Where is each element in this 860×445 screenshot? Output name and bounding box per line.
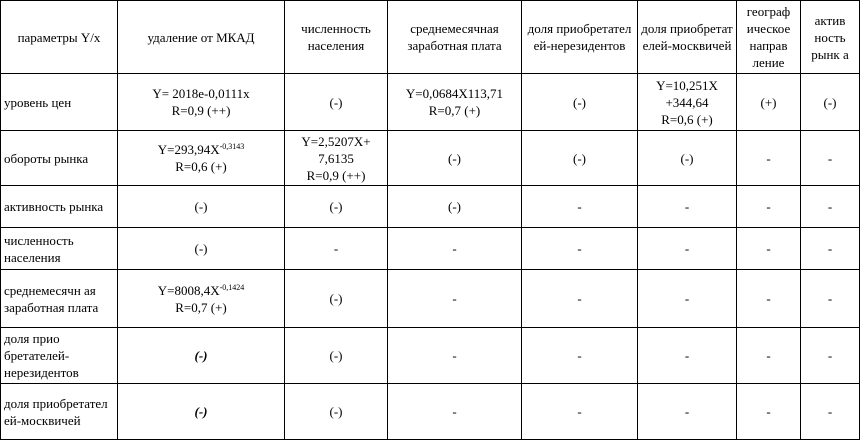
table-cell: (-) [801,74,860,131]
header-col-muscovites: доля приобретат елей-москвичей [638,1,737,74]
table-cell: - [638,228,737,270]
table-cell [118,131,285,186]
table-cell: (-) [388,186,522,228]
header-col-activity: актив ность рынк а [801,1,860,74]
table-cell: (-) [285,270,388,328]
table-cell: (-) [118,228,285,270]
regression-r: R=0,7 (+) [428,103,481,118]
regression-formula: Y=2,5207X+ 7,6135 [301,133,371,166]
table-cell [638,74,737,131]
table-cell: (-) [638,131,737,186]
table-cell: - [522,228,638,270]
table-cell: (-) [118,328,285,384]
row-label: доля приобретател ей-москвичей [1,384,118,440]
table-cell [118,270,285,328]
table-cell: (-) [285,186,388,228]
table-cell: - [801,328,860,384]
table-cell: (-) [522,131,638,186]
regression-formula: Y= 2018e-0,0111x [152,86,250,101]
table-cell: - [737,131,801,186]
table-cell: - [801,131,860,186]
table-cell: (-) [118,384,285,440]
formula-exponent: -0,3143 [219,142,245,151]
table-cell: - [801,228,860,270]
table-cell: - [522,270,638,328]
table-cell: - [285,228,388,270]
table-cell: - [522,186,638,228]
table-cell: (-) [285,74,388,131]
regression-r: R=0,6 (+) [175,159,227,174]
table-row [1,74,860,131]
table-row [1,228,860,270]
table-cell: - [388,228,522,270]
table-cell: - [638,186,737,228]
regression-r: R=0,7 (+) [175,299,227,315]
table-cell: - [388,270,522,328]
table-cell: - [638,328,737,384]
row-label: уровень цен [1,74,118,131]
table-cell: (+) [737,74,801,131]
table-cell: - [737,328,801,384]
regression-r: R=0,9 (++) [306,167,366,183]
row-label: среднемесячн ая заработная плата [1,270,118,328]
table-cell: - [737,384,801,440]
table-cell: - [522,384,638,440]
table-cell: - [801,384,860,440]
row-label: обороты рынка [1,131,118,186]
header-col-mkad: удаление от МКАД [118,1,285,74]
table-cell: - [737,228,801,270]
formula-exponent: -0,1424 [219,282,245,292]
row-label: активность рынка [1,186,118,228]
table-cell: - [737,186,801,228]
header-params: параметры Y/x [1,1,118,74]
regression-r: R=0,9 (++) [171,103,231,118]
table-cell [388,74,522,131]
regression-formula: Y=8008,4X [157,282,220,298]
regression-formula: Y=10,251X +344,64 [656,77,718,110]
table-cell [285,131,388,186]
table-cell: - [801,270,860,328]
table-cell: - [638,270,737,328]
table-cell: (-) [388,131,522,186]
regression-formula: Y=293,94X [157,142,220,157]
table-cell: - [388,328,522,384]
table-row [1,270,860,328]
header-col-nonresidents: доля приобретател ей-нерезидентов [522,1,638,74]
table-cell: - [638,384,737,440]
table-cell: (-) [285,328,388,384]
table-cell: - [522,328,638,384]
row-label: численность населения [1,228,118,270]
table-cell: - [801,186,860,228]
table-cell: (-) [522,74,638,131]
header-col-salary: среднемесячная заработная плата [388,1,522,74]
table-row [1,186,860,228]
table-cell [118,74,285,131]
regression-formula: Y=0,0684X113,71 [405,86,504,101]
table-row [1,328,860,384]
table-cell: - [388,384,522,440]
header-row [1,1,860,74]
header-col-population: численность населения [285,1,388,74]
header-col-direction: географ ическое направ ление [737,1,801,74]
table-row [1,384,860,440]
table-cell: - [737,270,801,328]
regression-r: R=0,6 (+) [661,111,713,127]
table-cell: (-) [285,384,388,440]
row-label: доля прио бретателей-нерезидентов [1,328,118,384]
table-row [1,131,860,186]
table-cell: (-) [118,186,285,228]
